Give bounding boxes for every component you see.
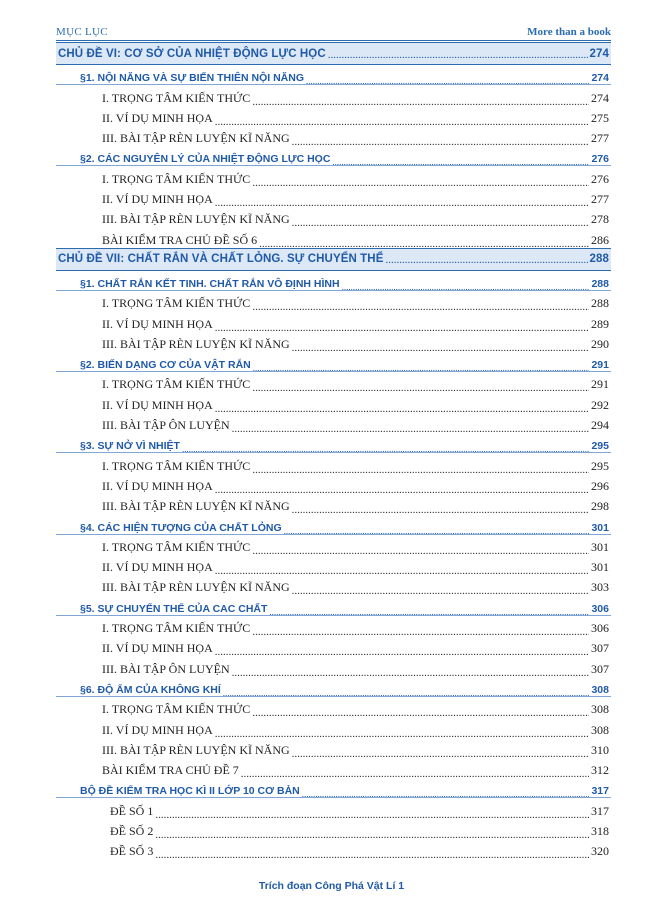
toc-entry-title: II. VÍ DỤ MINH HỌA [102,478,213,493]
toc-entry-page: 291 [591,377,609,392]
toc-item[interactable] [56,332,611,352]
toc-entry-title: II. VÍ DỤ MINH HỌA [102,110,213,125]
toc-entry-title: I. TRỌNG TÂM KIẾN THỨC [102,539,251,554]
toc-chapter[interactable] [56,248,611,271]
toc-entry-title: I. TRỌNG TÂM KIẾN THỨC [102,458,251,473]
toc-entry-page: 317 [591,785,609,798]
dot-leader [292,134,589,146]
dot-leader [292,502,589,514]
toc-entry-title: §2. CÁC NGUYÊN LÝ CỦA NHIỆT ĐỘNG LỰC HỌC [80,153,331,166]
toc-item[interactable] [56,453,611,473]
dot-leader [292,746,589,758]
toc-section[interactable] [56,352,611,372]
toc-entry-title: I. TRỌNG TÂM KIẾN THỨC [102,621,251,636]
toc-entry-title: I. TRỌNG TÂM KIẾN THỨC [102,90,251,105]
toc-entry-title: II. VÍ DỤ MINH HỌA [102,641,213,656]
toc-entry-title: II. VÍ DỤ MINH HỌA [102,560,213,575]
toc-entry-page: 277 [591,192,609,207]
toc-item[interactable] [56,126,611,146]
toc-entry-page: 289 [591,316,609,331]
dot-leader [215,195,589,207]
dot-leader [292,215,589,227]
toc-entry-page: 312 [591,763,609,778]
toc-entry-page: 317 [591,803,609,818]
toc-entry-title: CHỦ ĐỀ VI: CƠ SỞ CỦA NHIỆT ĐỘNG LỰC HỌC [58,47,326,60]
toc-entry-title: III. BÀI TẬP RÈN LUYỆN KĨ NĂNG [102,499,290,514]
toc-item[interactable] [56,372,611,392]
toc-item[interactable] [56,166,611,186]
toc-entry-title: III. BÀI TẬP RÈN LUYỆN KĨ NĂNG [102,212,290,227]
toc-entry-title: III. BÀI TẬP RÈN LUYỆN KĨ NĂNG [102,336,290,351]
table-of-contents [56,42,611,859]
dot-leader [252,624,589,636]
toc-item[interactable] [56,413,611,433]
toc-item[interactable] [56,207,611,227]
toc-entry-title: §4. CÁC HIỆN TƯỢNG CỦA CHẤT LỎNG [80,521,282,534]
toc-entry-page: 288 [589,253,609,266]
toc-entry-title: I. TRỌNG TÂM KIẾN THỨC [102,377,251,392]
toc-item[interactable] [56,616,611,636]
dot-leader [252,462,589,474]
dot-leader [215,114,589,126]
dot-leader [241,766,589,778]
toc-entry-page: 320 [591,844,609,859]
toc-entry-title: III. BÀI TẬP RÈN LUYỆN KĨ NĂNG [102,742,290,757]
toc-sub[interactable] [56,798,611,818]
toc-item[interactable] [56,697,611,717]
toc-entry-page: 276 [591,171,609,186]
dot-leader [215,644,589,656]
toc-entry-page: 288 [591,277,609,290]
toc-entry-title: BỘ ĐỀ KIỂM TRA HỌC KÌ II LỚP 10 CƠ BẢN [80,785,300,798]
toc-item[interactable] [56,494,611,514]
toc-entry-title: ĐỀ SỐ 3 [110,844,154,859]
toc-entry-title: III. BÀI TẬP ÔN LUYỆN [102,418,230,433]
toc-entry-title: CHỦ ĐỀ VII: CHẤT RẮN VÀ CHẤT LỎNG. SỰ CHUYỂN THỂ [58,253,384,266]
dot-leader [155,827,589,839]
toc-entry-page: 318 [591,823,609,838]
toc-entry-title: BÀI KIỂM TRA CHỦ ĐỀ SỐ 6 [102,232,258,247]
dot-leader [342,281,590,290]
toc-entry-page: 310 [591,742,609,757]
toc-sub[interactable] [56,819,611,839]
toc-entry-page: 291 [591,359,609,372]
toc-entry-page: 308 [591,683,609,696]
header-title: MỤC LỤC [56,26,108,38]
toc-item[interactable] [56,555,611,575]
toc-section[interactable] [56,595,611,615]
toc-section[interactable] [56,433,611,453]
toc-entry-page: 278 [591,212,609,227]
toc-entry-page: 301 [591,539,609,554]
toc-item[interactable] [56,85,611,105]
toc-entry-page: 292 [591,397,609,412]
toc-entry-page: 301 [591,560,609,575]
dot-leader [269,606,589,615]
toc-entry-title: §2. BIẾN DẠNG CƠ CỦA VẬT RẮN [80,359,251,372]
toc-entry-title: III. BÀI TẬP RÈN LUYỆN KĨ NĂNG [102,580,290,595]
toc-entry-page: 306 [591,621,609,636]
toc-item[interactable] [56,291,611,311]
dot-leader [253,362,590,371]
dot-leader [215,726,589,738]
toc-entry-page: 294 [591,418,609,433]
toc-entry-title: II. VÍ DỤ MINH HỌA [102,316,213,331]
dot-leader [292,583,589,595]
toc-entry-page: 286 [591,232,609,247]
dot-leader [306,75,589,84]
toc-entry-title: ĐỀ SỐ 1 [110,803,154,818]
dot-leader [328,49,588,59]
toc-section[interactable] [56,677,611,697]
toc-entry-page: 308 [591,722,609,737]
toc-entry-page: 303 [591,580,609,595]
toc-entry-page: 274 [591,72,609,85]
toc-item[interactable] [56,636,611,656]
toc-entry-page: 274 [591,90,609,105]
dot-leader [215,563,589,575]
toc-section[interactable] [56,514,611,534]
toc-sub[interactable] [56,839,611,859]
toc-entry-title: III. BÀI TẬP RÈN LUYỆN KĨ NĂNG [102,131,290,146]
toc-entry-title: §1. NỘI NĂNG VÀ SỰ BIẾN THIÊN NỘI NĂNG [80,72,304,85]
page-footer: Trích đoạn Công Phá Vật Lí 1 [258,880,405,892]
dot-leader [215,482,589,494]
toc-entry-title: BÀI KIỂM TRA CHỦ ĐỀ 7 [102,763,239,778]
dot-leader [386,254,588,264]
dot-leader [252,299,589,311]
toc-item[interactable] [56,227,611,247]
toc-item[interactable] [56,656,611,676]
toc-entry-title: II. VÍ DỤ MINH HỌA [102,397,213,412]
dot-leader [332,156,589,165]
toc-item[interactable] [56,187,611,207]
toc-item[interactable] [56,738,611,758]
toc-entry-page: 277 [591,131,609,146]
toc-entry-page: 288 [591,296,609,311]
toc-entry-title: §1. CHẤT RẮN KẾT TINH. CHẤT RẮN VÔ ĐỊNH HÌNH [80,277,340,290]
toc-item[interactable] [56,106,611,126]
toc-entry-page: 295 [591,440,609,453]
toc-entry-page: 308 [591,702,609,717]
dot-leader [232,421,589,433]
dot-leader [252,380,589,392]
toc-entry-title: I. TRỌNG TÂM KIẾN THỨC [102,702,251,717]
dot-leader [252,175,589,187]
toc-entry-page: 296 [591,478,609,493]
toc-entry-title: §3. SỰ NỞ VÌ NHIỆT [80,440,180,453]
toc-item[interactable] [56,575,611,595]
toc-entry-title: I. TRỌNG TÂM KIẾN THỨC [102,296,251,311]
toc-entry-title: ĐỀ SỐ 2 [110,823,154,838]
toc-item[interactable] [56,717,611,737]
dot-leader [252,705,589,717]
dot-leader [232,665,589,677]
toc-entry-page: 307 [591,661,609,676]
toc-entry-title: §5. SỰ CHUYỂN THỂ CỦA CAC CHẤT [80,602,268,615]
toc-entry-page: 275 [591,110,609,125]
dot-leader [292,340,589,352]
toc-entry-title: II. VÍ DỤ MINH HỌA [102,722,213,737]
toc-entry-page: 298 [591,499,609,514]
dot-leader [284,525,590,534]
toc-chapter[interactable] [56,42,611,65]
toc-entry-title: I. TRỌNG TÂM KIẾN THỨC [102,171,251,186]
dot-leader [252,94,589,106]
toc-section[interactable] [56,146,611,166]
dot-leader [302,788,590,797]
toc-item[interactable] [56,311,611,331]
header-rule [56,40,611,41]
toc-section[interactable] [56,271,611,291]
dot-leader [155,807,589,819]
toc-entry-page: 295 [591,458,609,473]
dot-leader [182,443,590,452]
toc-entry-page: 307 [591,641,609,656]
dot-leader [215,320,589,332]
header-tagline: More than a book [527,26,611,38]
toc-item[interactable] [56,474,611,494]
toc-item[interactable] [56,392,611,412]
toc-entry-page: 276 [591,153,609,166]
dot-leader [259,236,589,248]
dot-leader [223,687,590,696]
toc-section[interactable] [56,65,611,85]
toc-entry-page: 290 [591,336,609,351]
toc-entry-page: 301 [591,521,609,534]
toc-bottom-section[interactable] [56,778,611,798]
toc-item[interactable] [56,535,611,555]
dot-leader [155,847,589,859]
toc-item[interactable] [56,758,611,778]
toc-entry-title: II. VÍ DỤ MINH HỌA [102,192,213,207]
toc-entry-title: III. BÀI TẬP ÔN LUYỆN [102,661,230,676]
dot-leader [215,401,589,413]
toc-entry-page: 306 [591,602,609,615]
toc-entry-title: §6. ĐỘ ẨM CỦA KHÔNG KHÍ [80,683,221,696]
toc-entry-page: 274 [589,47,609,60]
dot-leader [252,543,589,555]
